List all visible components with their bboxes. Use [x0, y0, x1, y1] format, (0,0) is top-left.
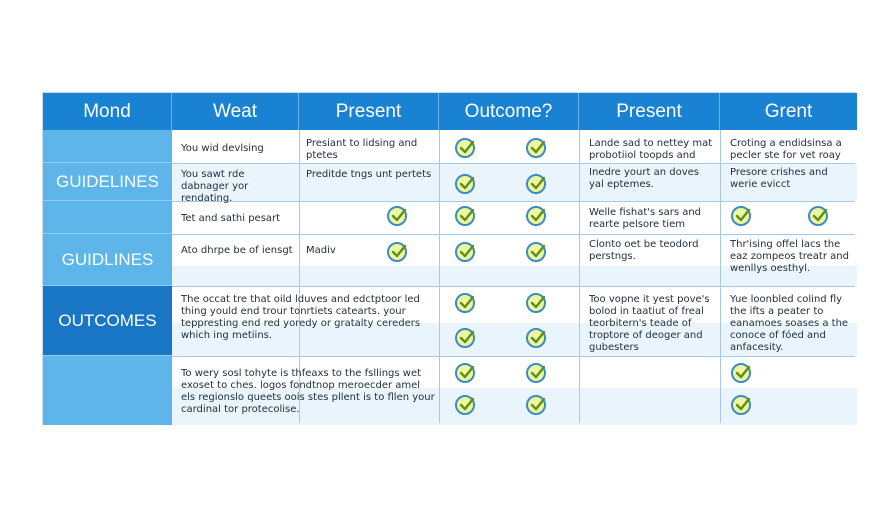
header-mond: Mond — [43, 93, 172, 130]
check-icon — [455, 395, 475, 415]
cell-r2-weat: You sawt rde dabnager yor rendating. — [181, 169, 249, 204]
cell-r1-grent: Croting a endidsinsa a pecler ste for vet roay — [730, 138, 842, 161]
check-icon — [526, 293, 546, 313]
cell-r4-present: Madiv — [306, 245, 336, 256]
row-divider — [172, 286, 855, 287]
check-icon — [455, 138, 475, 158]
check-icon — [455, 363, 475, 383]
check-icon — [526, 174, 546, 194]
sidebar-guidelines: GUIDELINES — [43, 163, 172, 201]
cell-r5-weat: The occat tre that oild lduves and edctptoor led thing yould end trour tonrtiets catearts. your teppresting end red yoredy or gratalty cereders which ing metiins. — [181, 294, 421, 341]
check-icon — [731, 206, 751, 226]
column-divider — [579, 130, 580, 423]
header-outcome: Outcome? — [439, 93, 579, 130]
cell-r2-present2: Inedre yourt an doves yal eptemes. — [589, 167, 699, 190]
cell-r2-grent: Presore crishes and werie evicct — [730, 167, 828, 190]
cell-r1-present2: Lande sad to nettey mat probotiiol toopds and — [589, 138, 713, 161]
check-icon — [387, 206, 407, 226]
comparison-table — [42, 92, 856, 424]
cell-r4-weat: Ato dhrpe be of iensgt — [181, 245, 293, 256]
check-icon — [526, 206, 546, 226]
cell-r4-grent: Thr'ising offel lacs the eaz zompeos treatr and wenllys oesthyl. — [730, 239, 849, 274]
header-present-2: Present — [579, 93, 720, 130]
header-weat: Weat — [172, 93, 299, 130]
check-icon — [731, 363, 751, 383]
check-icon — [455, 174, 475, 194]
sidebar-guidlines: GUIDLINES — [43, 234, 172, 286]
check-icon — [731, 395, 751, 415]
row-divider — [172, 234, 855, 235]
column-divider — [439, 130, 440, 423]
sidebar-block-blank — [43, 130, 172, 163]
check-icon — [526, 242, 546, 262]
check-icon — [455, 206, 475, 226]
check-icon — [455, 328, 475, 348]
column-divider — [720, 130, 721, 423]
cell-r2-present: Preditde tngs unt pertets — [306, 169, 432, 180]
row-divider — [172, 163, 855, 164]
sidebar-block-blank — [43, 356, 172, 425]
cell-r1-weat: You wid devlsing — [181, 143, 264, 154]
check-icon — [455, 242, 475, 262]
check-icon — [526, 395, 546, 415]
header-grent: Grent — [720, 93, 857, 130]
check-icon — [526, 328, 546, 348]
check-icon — [387, 242, 407, 262]
check-icon — [526, 363, 546, 383]
cell-r4-present2: Clonto oet be teodord perstngs. — [589, 239, 699, 262]
cell-r3-weat: Tet and sathi pesart — [181, 213, 281, 224]
check-icon — [526, 138, 546, 158]
cell-r1-present: Presiant to lidsing and ptetes — [306, 138, 418, 161]
check-icon — [808, 206, 828, 226]
cell-r5-present2: Too vopne it yest pove's bolod in taatiut of freal teorbitern's teade of troptore of deoger and gubesters — [589, 294, 710, 353]
sidebar-block-blank — [43, 201, 172, 234]
cell-r6-weat: To wery sosl tohyte is thfeaxs to the fsllings wet exoset to ches. logos fondtnop meroecder amel els regionslo queets oois stes pllent is to fllen your cardinal tor protecolise. — [181, 368, 435, 415]
sidebar-outcomes: OUTCOMES — [43, 286, 172, 356]
cell-r3-present2: Welle fishat's sars and rearte pelsore tiem — [589, 207, 702, 230]
header-present: Present — [299, 93, 439, 130]
cell-r5-grent: Yue loonbled colind fly the ifts a peater to eanamoes soases a the conoce of fóed and anfacesity. — [730, 294, 849, 353]
check-icon — [455, 293, 475, 313]
row-divider — [172, 356, 855, 357]
